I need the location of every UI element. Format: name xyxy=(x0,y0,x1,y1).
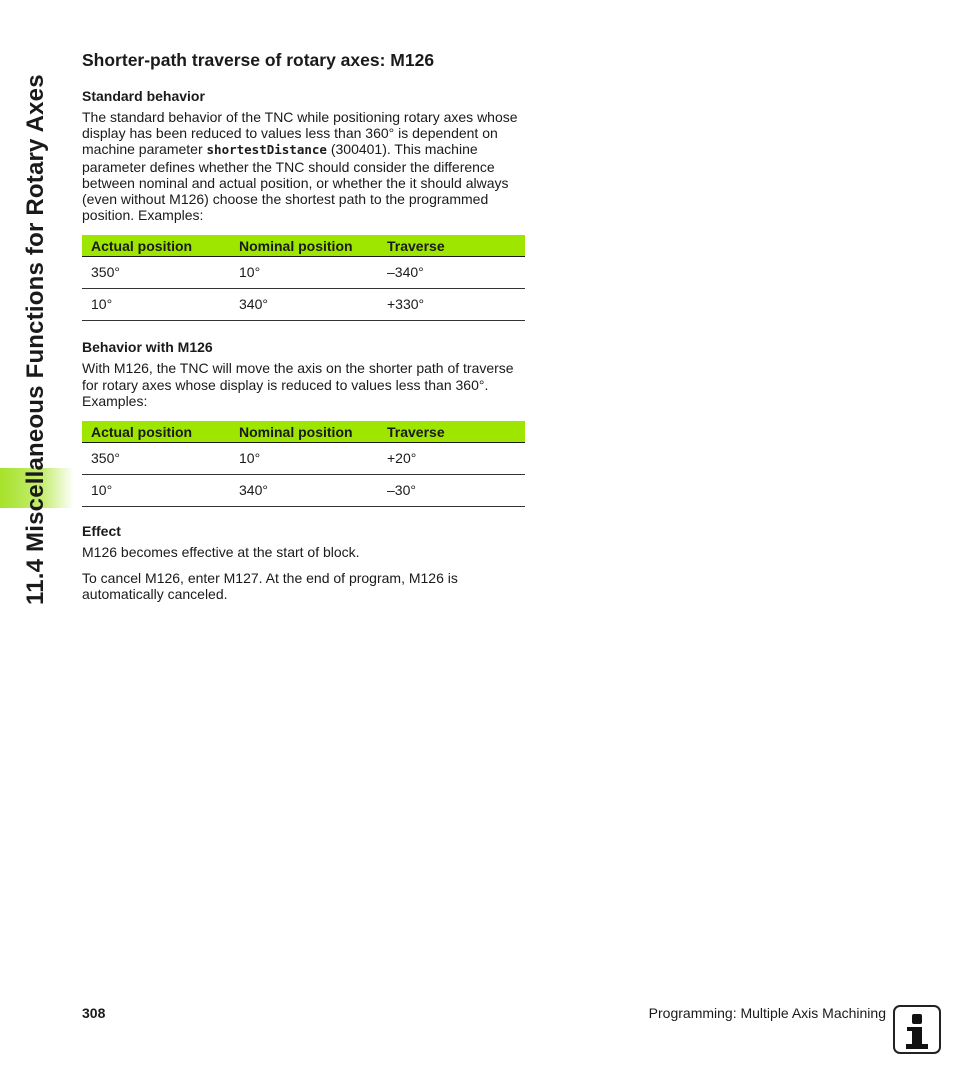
table-row xyxy=(82,257,525,289)
table-cell: –340° xyxy=(378,257,525,289)
table-cell: 350° xyxy=(82,257,230,289)
table-cell: 340° xyxy=(230,475,378,507)
effect-text-2: To cancel M126, enter M127. At the end of program, M126 is automatically canceled. xyxy=(82,570,458,603)
table-row xyxy=(82,289,525,321)
col-actual-position: Actual position xyxy=(82,421,230,443)
footer-title: Programming: Multiple Axis Machining xyxy=(648,1005,886,1021)
col-nominal-position: Nominal position xyxy=(230,421,378,443)
table-cell: 10° xyxy=(230,257,378,289)
page-number: 308 xyxy=(82,1005,106,1021)
section-title: Shorter-path traverse of rotary axes: M126 xyxy=(82,50,435,70)
info-icon xyxy=(893,1005,941,1054)
table-cell: 340° xyxy=(230,289,378,321)
m126-behavior-text: With M126, the TNC will move the axis on the shorter path of traverse for rotary axes whose display is reduced to values less than 360°. Examples: xyxy=(82,360,514,409)
table-cell: 10° xyxy=(82,475,230,507)
table-cell: –30° xyxy=(378,475,525,507)
table-header-row xyxy=(82,421,525,443)
standard-behavior-text: The standard behavior of the TNC while positioning rotary axes whose display has been reduced to values less than 360° is dependent on machine parameter shortestDistance (300401). This machine parameter defines whether the TNC should consider the difference between nominal and actual position, or whether the it should always (even without M126) choose the shortest path to the programmed position. Examples: xyxy=(82,109,518,224)
chapter-side-title: 11.4 Miscellaneous Functions for Rotary Axes xyxy=(22,74,49,605)
table-cell: +330° xyxy=(378,289,525,321)
table-cell: 10° xyxy=(230,443,378,475)
page-content xyxy=(82,48,525,603)
table-cell: 10° xyxy=(82,289,230,321)
m126-behavior-heading: Behavior with M126 xyxy=(82,339,213,356)
standard-examples-table xyxy=(82,235,525,321)
parameter-name: shortestDistance xyxy=(206,142,327,158)
table-row xyxy=(82,475,525,507)
table-header-row xyxy=(82,235,525,257)
table-row xyxy=(82,443,525,475)
col-actual-position: Actual position xyxy=(82,235,230,257)
col-nominal-position: Nominal position xyxy=(230,235,378,257)
table-cell: 350° xyxy=(82,443,230,475)
col-traverse: Traverse xyxy=(378,421,525,443)
standard-behavior-heading: Standard behavior xyxy=(82,88,205,104)
effect-text-1: M126 becomes effective at the start of block. xyxy=(82,544,360,561)
effect-heading: Effect xyxy=(82,523,121,540)
col-traverse: Traverse xyxy=(378,235,525,257)
m126-examples-table xyxy=(82,421,525,507)
table-cell: +20° xyxy=(378,443,525,475)
